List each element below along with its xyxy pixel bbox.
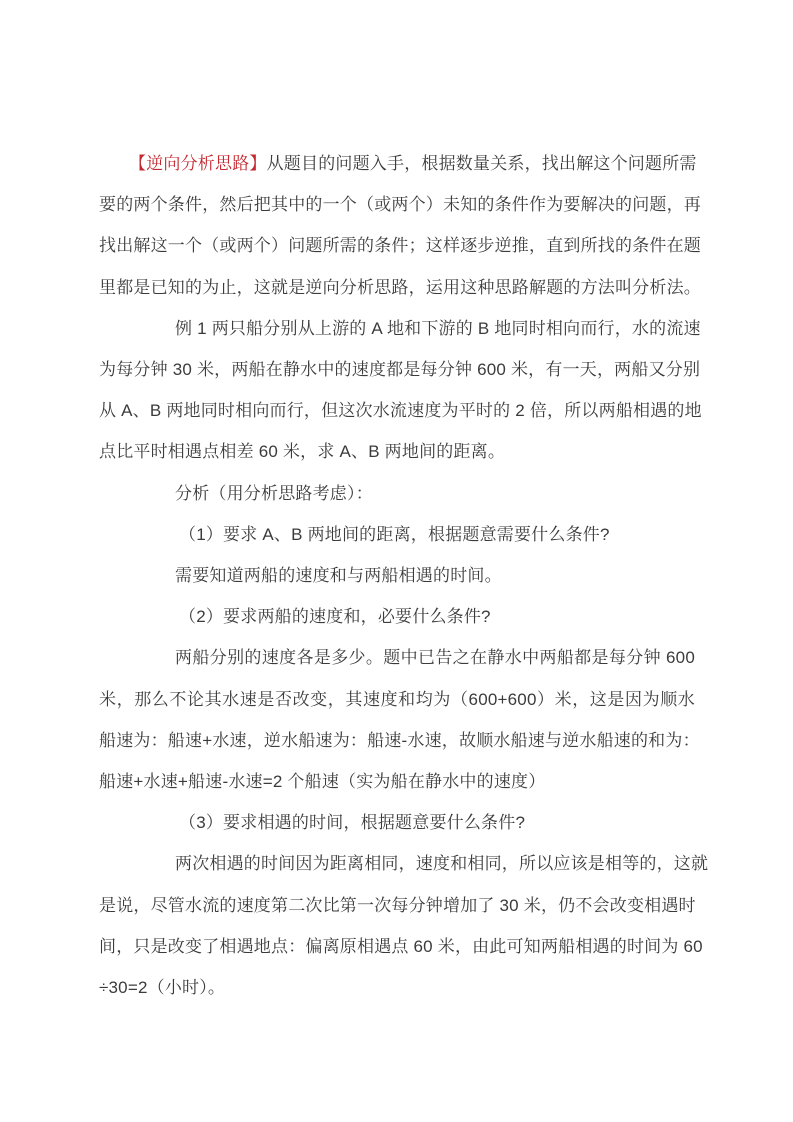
intro-line-1 (99, 143, 695, 184)
answer-3-line-4: ÷30=2（小时）。 (99, 978, 226, 998)
example-line-4: 点比平时相遇点相差 60 米，求 A、B 两地间的距离。 (99, 442, 506, 462)
analysis-heading: 分析（用分析思路考虑）： (175, 483, 373, 503)
answer-2-line-3: 船速为：船速+水速，逆水船速为：船速-水速，故顺水船速与逆水船速的和为： (99, 730, 700, 750)
red-bracket-heading: 【逆向分析思路】 (129, 154, 267, 173)
example-line-1: 例 1 两只船分别从上游的 A 地和下游的 B 地同时相向而行，水的流速 (175, 318, 701, 338)
answer-2-line-1: 两船分别的速度各是多少。题中已告之在静水中两船都是每分钟 600 (175, 648, 695, 668)
answer-2-line-2: 米，那么不论其水速是否改变，其速度和均为（600+600）米，这是因为顺水 (99, 689, 695, 709)
example-line-2: 为每分钟 30 米，两船在静水中的速度都是每分钟 600 米，有一天，两船又分别 (99, 360, 701, 380)
paragraph-intro (99, 143, 701, 308)
question-3: （3）要求相遇的时间，根据题意要什么条件? (179, 813, 526, 833)
answer-2-line-4: 船速+水速+船速-水速=2 个船速（实为船在静水中的速度） (99, 772, 546, 792)
paragraph-answer-2 (99, 637, 700, 802)
answer-3-line-2: 是说，尽管水流的速度第二次比第一次每分钟增加了 30 米，仍不会改变相遇时 (99, 895, 696, 915)
paragraph-example-1 (99, 308, 702, 473)
paragraph-answer-3 (99, 843, 709, 1008)
intro-line-3: 找出解这一个（或两个）问题所需的条件；这样逐步逆推，直到所找的条件在题 (99, 236, 701, 256)
answer-3-line-3: 间，只是改变了相遇地点：偏离原相遇点 60 米，由此可知两船相遇的时间为 60 (99, 936, 703, 956)
answer-1: 需要知道两船的速度和与两船相遇的时间。 (175, 566, 502, 586)
document-body (99, 143, 709, 1008)
example-line-3: 从 A、B 两地同时相向而行，但这次水流速度为平时的 2 倍，所以两船相遇的地 (99, 401, 702, 421)
intro-line-1-rest: 从题目的问题入手，根据数量关系，找出解这个问题所需 (266, 154, 697, 173)
question-1: （1）要求 A、B 两地间的距离，根据题意需要什么条件? (179, 524, 610, 544)
intro-line-4: 里都是已知的为止，这就是逆向分析思路，运用这种思路解题的方法叫分析法。 (99, 277, 701, 297)
intro-line-2: 要的两个条件，然后把其中的一个（或两个）未知的条件作为要解决的问题，再 (99, 195, 701, 215)
answer-3-line-1: 两次相遇的时间因为距离相同，速度和相同，所以应该是相等的，这就 (175, 854, 709, 874)
question-2: （2）要求两船的速度和，必要什么条件? (179, 607, 491, 627)
